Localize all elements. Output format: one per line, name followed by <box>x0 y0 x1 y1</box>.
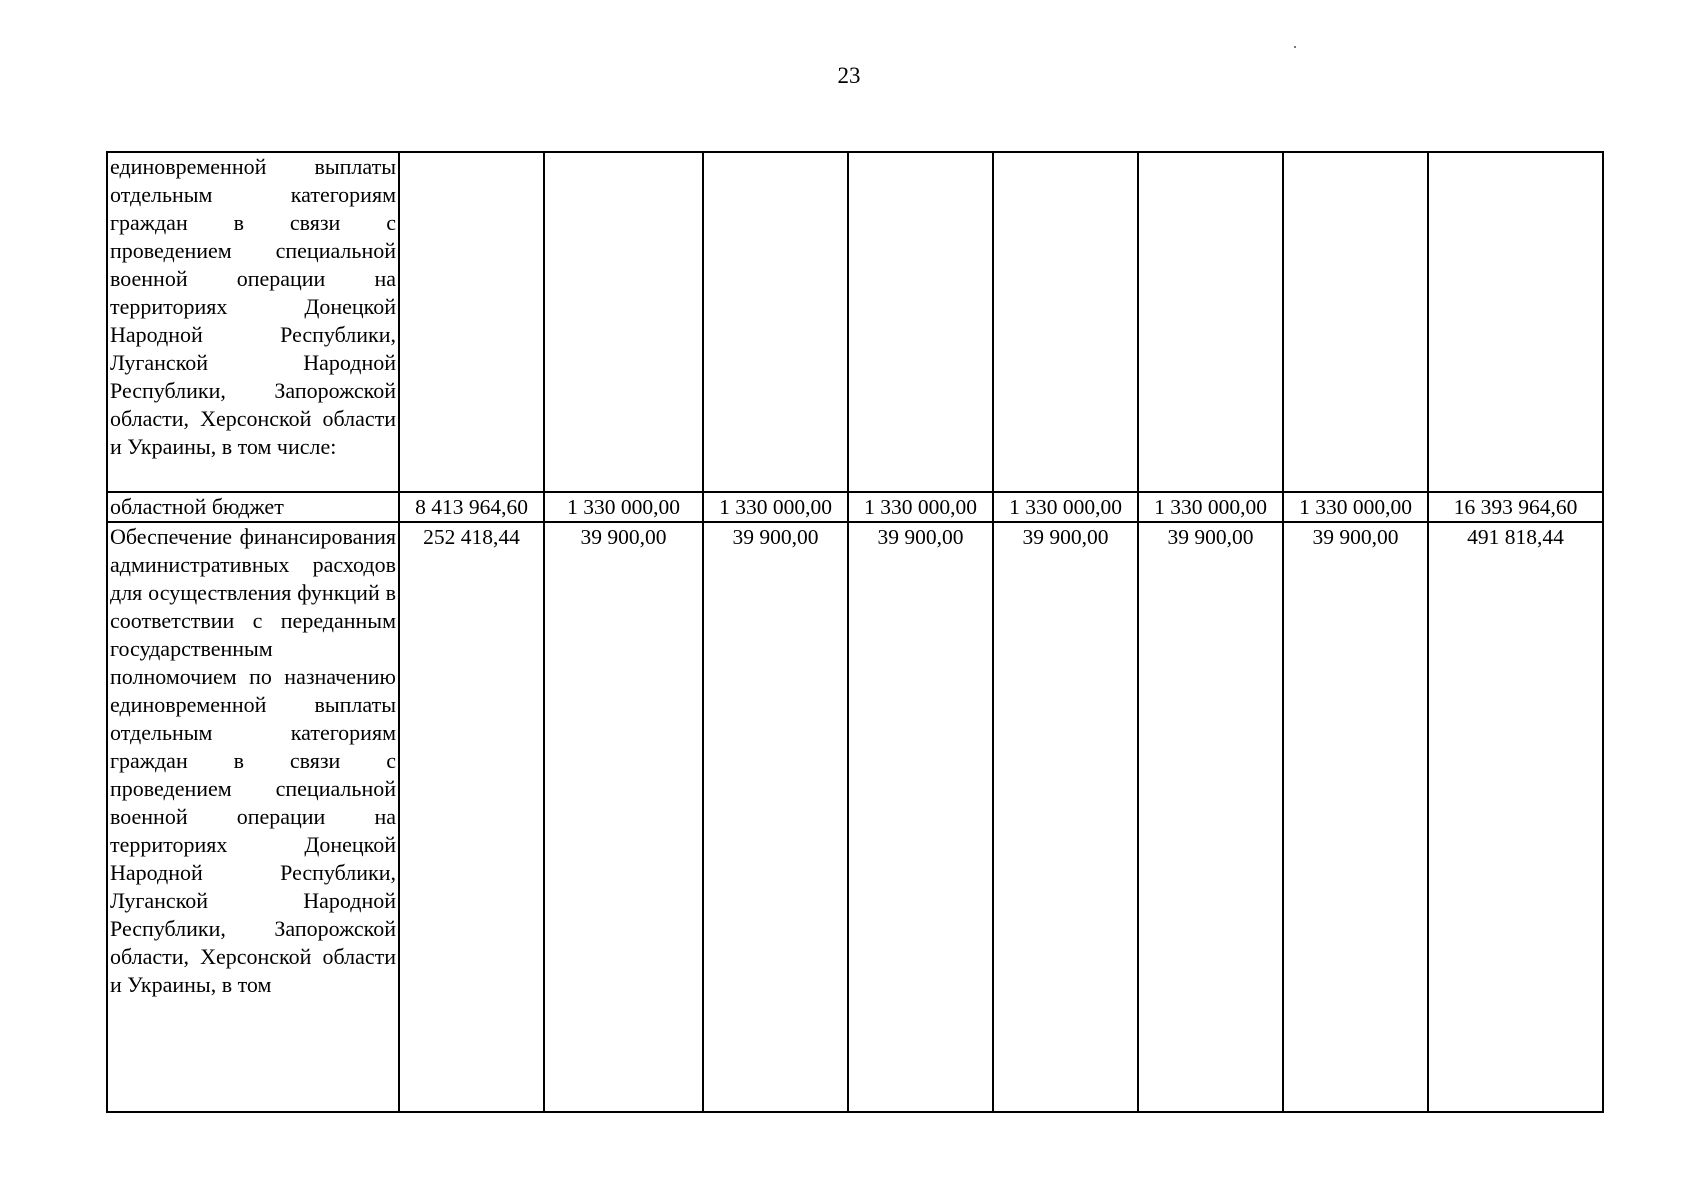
value-cell <box>993 152 1138 492</box>
value-cell: 1 330 000,00 <box>848 492 993 522</box>
value-cell: 8 413 964,60 <box>399 492 544 522</box>
value-cell <box>399 152 544 492</box>
table-row <box>107 492 1603 522</box>
value-cell <box>1283 152 1428 492</box>
table-row <box>107 522 1603 1112</box>
row-description: Обеспечение финансирования административных расходов для осуществления функций в соответствии с переданным государственным полномочием по назначению единовременной выплаты отдельным категориям граждан в связи с проведением специальной военной операции на территориях Донецкой Народной Республики, Луганской Народной Республики, Запорожской области, Херсонской области и Украины, в том <box>107 522 399 1112</box>
budget-table <box>106 151 1604 1113</box>
total-cell: 491 818,44 <box>1428 522 1603 1112</box>
value-cell: 39 900,00 <box>544 522 703 1112</box>
value-cell <box>1138 152 1283 492</box>
value-cell <box>848 152 993 492</box>
table-row <box>107 152 1603 492</box>
value-cell: 39 900,00 <box>848 522 993 1112</box>
row-description: единовременной выплаты отдельным категориям граждан в связи с проведением специальной военной операции на территориях Донецкой Народной Республики, Луганской Народной Республики, Запорожской области, Херсонской области и Украины, в том числе: <box>107 152 399 492</box>
value-cell: 1 330 000,00 <box>1283 492 1428 522</box>
page-number: 23 <box>837 63 861 88</box>
value-cell: 1 330 000,00 <box>993 492 1138 522</box>
row-description: областной бюджет <box>107 492 399 522</box>
value-cell <box>703 152 848 492</box>
total-cell <box>1428 152 1603 492</box>
scan-speck <box>1294 46 1296 48</box>
value-cell: 39 900,00 <box>1283 522 1428 1112</box>
total-cell: 16 393 964,60 <box>1428 492 1603 522</box>
value-cell <box>544 152 703 492</box>
value-cell: 39 900,00 <box>1138 522 1283 1112</box>
value-cell: 252 418,44 <box>399 522 544 1112</box>
value-cell: 1 330 000,00 <box>1138 492 1283 522</box>
value-cell: 39 900,00 <box>993 522 1138 1112</box>
value-cell: 1 330 000,00 <box>703 492 848 522</box>
value-cell: 39 900,00 <box>703 522 848 1112</box>
value-cell: 1 330 000,00 <box>544 492 703 522</box>
